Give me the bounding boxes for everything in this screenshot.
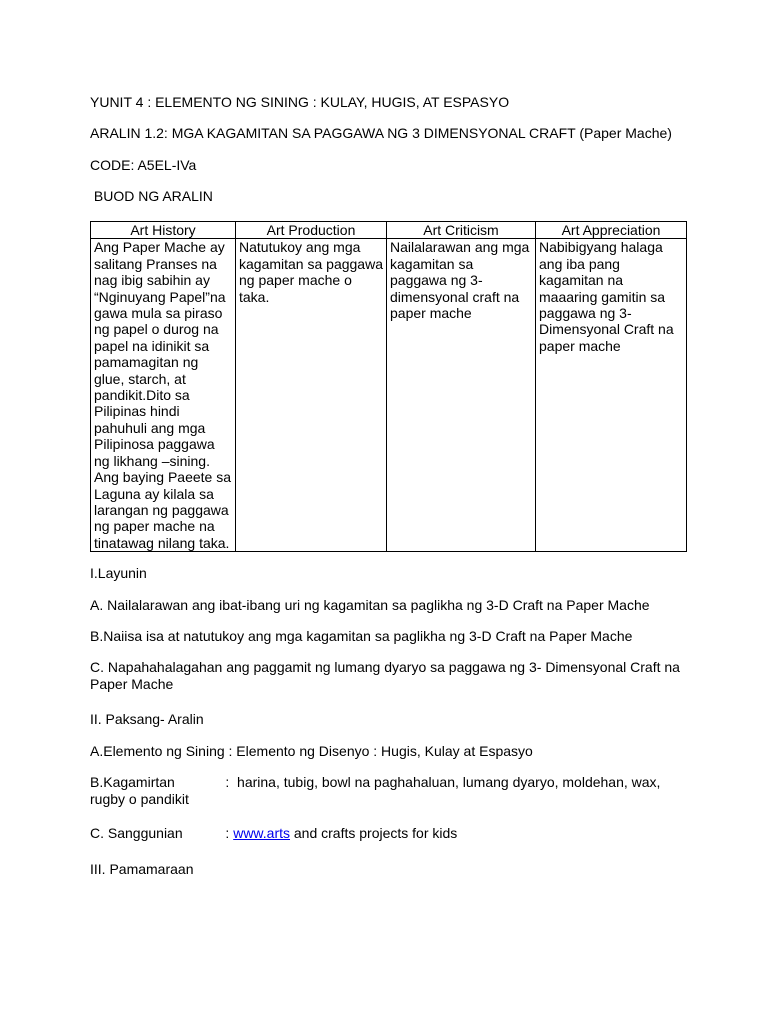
paksang-aralin-item-a: A.Elemento ng Sining : Elemento ng Disenyo : Hugis, Kulay at Espasyo [90, 743, 533, 759]
header-art-appreciation: Art Appreciation [536, 222, 687, 239]
paksang-aralin-item-b: B.Kagamirtan : harina, tubig, bowl na paghahaluan, lumang dyaryo, moldehan, wax, rugby o pandikit [90, 774, 665, 807]
cell-art-production: Natutukoy ang mga kagamitan sa paggawa ng paper mache o taka. [236, 239, 387, 552]
paksang-aralin-item-c [90, 825, 457, 842]
cell-art-history: Ang Paper Mache ay salitang Pranses na nag ibig sabihin ay “Nginuyang Papel”na gawa mula sa piraso ng papel o durog na papel na idinikit sa pamamagitan ng glue, starch, at pandikit.Dito sa Pilipinas hindi pahuhuli ang mga Pilipinosa paggawa ng likhang –sining. Ang baying Paeete sa Laguna ay kilala sa larangan ng paggawa ng paper mache na tinatawag nilang taka. [91, 239, 236, 552]
layunin-heading: I.Layunin [90, 565, 147, 581]
sanggunian-link[interactable]: www.arts [233, 825, 290, 841]
lesson-title: ARALIN 1.2: MGA KAGAMITAN SA PAGGAWA NG 3 DIMENSYONAL CRAFT [90, 125, 576, 141]
header-art-history: Art History [91, 222, 236, 239]
summary-title: BUOD NG ARALIN [90, 188, 213, 204]
lesson-heading [90, 125, 672, 142]
layunin-item-b: B.Naiisa isa at natutukoy ang mga kagamitan sa paglikha ng 3-D Craft na Paper Mache [90, 628, 633, 644]
lesson-subtitle: (Paper Mache) [575, 125, 672, 141]
lesson-code: CODE: A5EL-IVa [90, 157, 197, 173]
pamamaraan-heading: III. Pamamaraan [90, 861, 194, 877]
unit-heading: YUNIT 4 : ELEMENTO NG SINING : KULAY, HUGIS, AT ESPASYO [90, 94, 510, 110]
header-art-production: Art Production [236, 222, 387, 239]
sanggunian-label: C. Sanggunian : [90, 825, 234, 841]
header-art-criticism: Art Criticism [387, 222, 536, 239]
table-row [91, 239, 687, 552]
cell-art-appreciation: Nabibigyang halaga ang iba pang kagamitan na maaaring gamitin sa paggawa ng 3-Dimensyonal Craft na paper mache [536, 239, 687, 552]
summary-table [90, 221, 687, 552]
layunin-item-a: A. Nailalarawan ang ibat-ibang uri ng kagamitan sa paglikha ng 3-D Craft na Paper Mache [90, 597, 650, 613]
cell-art-criticism: Nailalarawan ang mga kagamitan sa paggawa ng 3-dimensyonal craft na paper mache [387, 239, 536, 552]
paksang-aralin-heading: II. Paksang- Aralin [90, 711, 204, 727]
layunin-item-c: C. Napahahalagahan ang paggamit ng lumang dyaryo sa paggawa ng 3- Dimensyonal Craft na Paper Mache [90, 659, 680, 692]
summary-table-header-row [91, 222, 687, 239]
sanggunian-rest: and crafts projects for kids [290, 825, 458, 841]
